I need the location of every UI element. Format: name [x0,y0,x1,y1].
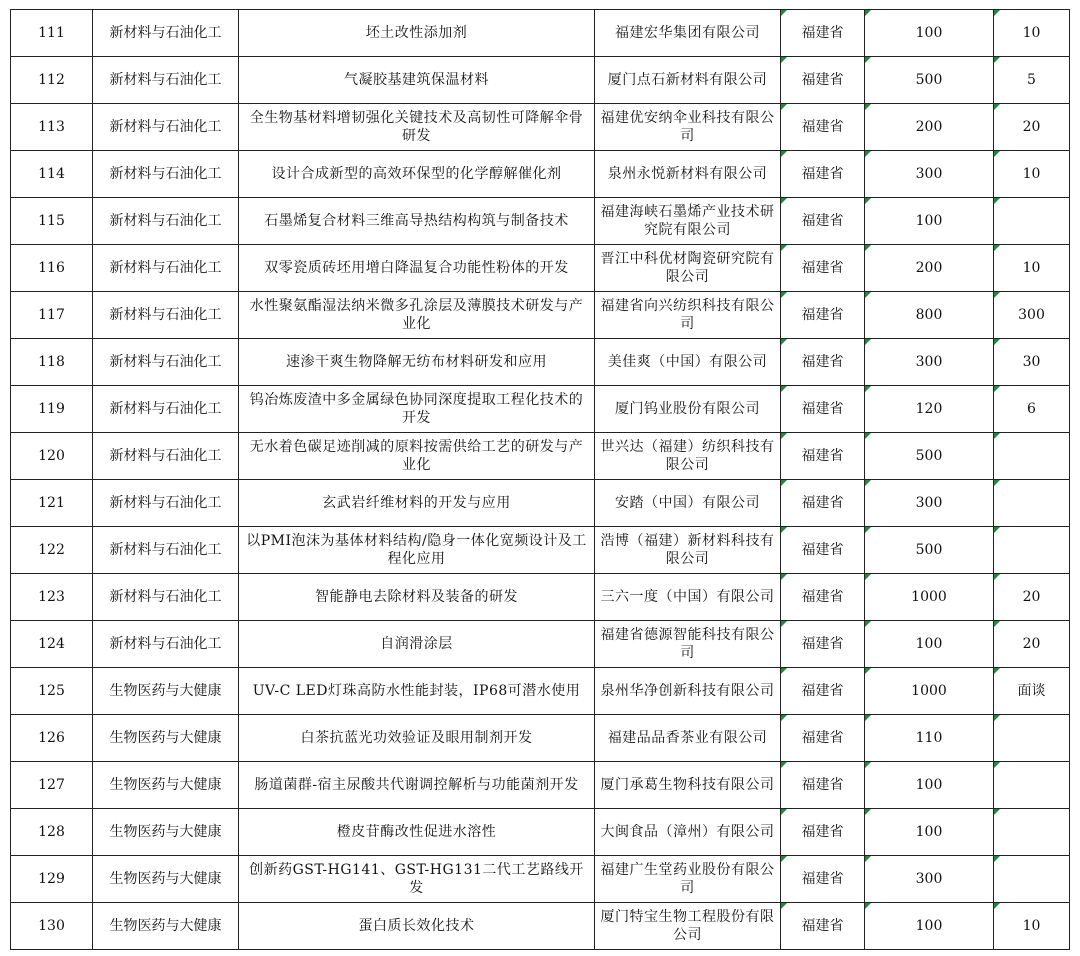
amount-value: 10 [994,10,1070,57]
amount-value [994,480,1070,527]
organization-name: 晋江中科优材陶瓷研究院有限公司 [595,245,781,292]
table-row [11,104,1070,151]
province: 福建省 [781,856,865,903]
project-name: 智能静电去除材料及装备的研发 [239,574,595,621]
row-number: 123 [11,574,93,621]
amount-value: 20 [994,574,1070,621]
organization-name: 世兴达（福建）纺织科技有限公司 [595,433,781,480]
budget-value: 100 [865,10,994,57]
amount-value [994,809,1070,856]
province: 福建省 [781,574,865,621]
project-name: 玄武岩纤维材料的开发与应用 [239,480,595,527]
amount-value: 10 [994,903,1070,950]
amount-value [994,433,1070,480]
project-name: 创新药GST-HG141、GST-HG131二代工艺路线开发 [239,856,595,903]
field-category: 生物医药与大健康 [93,762,239,809]
table-row [11,762,1070,809]
province: 福建省 [781,621,865,668]
organization-name: 福建省向兴纺织科技有限公司 [595,292,781,339]
amount-value [994,198,1070,245]
table-row [11,668,1070,715]
table-row [11,151,1070,198]
province: 福建省 [781,198,865,245]
field-category: 新材料与石油化工 [93,292,239,339]
field-category: 生物医药与大健康 [93,668,239,715]
table-row [11,292,1070,339]
amount-value: 面谈 [994,668,1070,715]
table-row [11,245,1070,292]
province: 福建省 [781,57,865,104]
organization-name: 美佳爽（中国）有限公司 [595,339,781,386]
amount-value: 6 [994,386,1070,433]
budget-value: 300 [865,856,994,903]
organization-name: 厦门钨业股份有限公司 [595,386,781,433]
project-name: 水性聚氨酯湿法纳米微多孔涂层及薄膜技术研发与产业化 [239,292,595,339]
province: 福建省 [781,104,865,151]
row-number: 112 [11,57,93,104]
row-number: 128 [11,809,93,856]
field-category: 新材料与石油化工 [93,386,239,433]
table-row [11,57,1070,104]
table-row [11,527,1070,574]
project-name: UV-C LED灯珠高防水性能封装，IP68可潜水使用 [239,668,595,715]
field-category: 新材料与石油化工 [93,339,239,386]
province: 福建省 [781,903,865,950]
amount-value: 5 [994,57,1070,104]
budget-value: 100 [865,621,994,668]
row-number: 127 [11,762,93,809]
field-category: 新材料与石油化工 [93,527,239,574]
project-name: 设计合成新型的高效环保型的化学醇解催化剂 [239,151,595,198]
project-name: 橙皮苷酶改性促进水溶性 [239,809,595,856]
organization-name: 厦门点石新材料有限公司 [595,57,781,104]
province: 福建省 [781,292,865,339]
organization-name: 浩博（福建）新材料科技有限公司 [595,527,781,574]
amount-value: 10 [994,245,1070,292]
organization-name: 福建宏华集团有限公司 [595,10,781,57]
province: 福建省 [781,715,865,762]
budget-value: 300 [865,339,994,386]
field-category: 新材料与石油化工 [93,10,239,57]
province: 福建省 [781,527,865,574]
organization-name: 福建品品香茶业有限公司 [595,715,781,762]
organization-name: 福建海峡石墨烯产业技术研究院有限公司 [595,198,781,245]
amount-value: 300 [994,292,1070,339]
province: 福建省 [781,809,865,856]
field-category: 新材料与石油化工 [93,151,239,198]
project-name: 双零瓷质砖坯用增白降温复合功能性粉体的开发 [239,245,595,292]
province: 福建省 [781,480,865,527]
row-number: 118 [11,339,93,386]
field-category: 新材料与石油化工 [93,245,239,292]
table-row [11,856,1070,903]
budget-value: 800 [865,292,994,339]
province: 福建省 [781,762,865,809]
row-number: 126 [11,715,93,762]
field-category: 新材料与石油化工 [93,104,239,151]
row-number: 119 [11,386,93,433]
table-row [11,715,1070,762]
row-number: 121 [11,480,93,527]
budget-value: 300 [865,480,994,527]
field-category: 生物医药与大健康 [93,715,239,762]
province: 福建省 [781,245,865,292]
amount-value: 20 [994,104,1070,151]
budget-value: 1000 [865,574,994,621]
table-body [11,10,1070,950]
budget-value: 100 [865,903,994,950]
project-name: 钨冶炼废渣中多金属绿色协同深度提取工程化技术的开发 [239,386,595,433]
field-category: 新材料与石油化工 [93,480,239,527]
organization-name: 厦门承葛生物科技有限公司 [595,762,781,809]
table-row [11,10,1070,57]
budget-value: 120 [865,386,994,433]
project-name: 石墨烯复合材料三维高导热结构构筑与制备技术 [239,198,595,245]
budget-value: 100 [865,198,994,245]
budget-value: 500 [865,433,994,480]
project-name: 坯土改性添加剂 [239,10,595,57]
table-row [11,480,1070,527]
row-number: 114 [11,151,93,198]
organization-name: 福建优安纳伞业科技有限公司 [595,104,781,151]
budget-value: 110 [865,715,994,762]
row-number: 130 [11,903,93,950]
project-name: 以PMI泡沫为基体材料结构/隐身一体化宽频设计及工程化应用 [239,527,595,574]
organization-name: 大闽食品（漳州）有限公司 [595,809,781,856]
organization-name: 三六一度（中国）有限公司 [595,574,781,621]
project-name: 气凝胶基建筑保温材料 [239,57,595,104]
field-category: 生物医药与大健康 [93,903,239,950]
table-row [11,198,1070,245]
table-row [11,903,1070,950]
budget-value: 300 [865,151,994,198]
organization-name: 福建省德源智能科技有限公司 [595,621,781,668]
amount-value: 20 [994,621,1070,668]
budget-value: 200 [865,104,994,151]
table-row [11,621,1070,668]
amount-value [994,762,1070,809]
province: 福建省 [781,339,865,386]
row-number: 124 [11,621,93,668]
organization-name: 福建广生堂药业股份有限公司 [595,856,781,903]
table-row [11,433,1070,480]
row-number: 113 [11,104,93,151]
project-table [10,9,1070,950]
field-category: 生物医药与大健康 [93,809,239,856]
budget-value: 500 [865,527,994,574]
organization-name: 泉州华净创新科技有限公司 [595,668,781,715]
row-number: 111 [11,10,93,57]
row-number: 120 [11,433,93,480]
budget-value: 100 [865,762,994,809]
project-name: 全生物基材料增韧强化关键技术及高韧性可降解伞骨研发 [239,104,595,151]
field-category: 新材料与石油化工 [93,621,239,668]
field-category: 新材料与石油化工 [93,574,239,621]
project-name: 速渗干爽生物降解无纺布材料研发和应用 [239,339,595,386]
row-number: 129 [11,856,93,903]
budget-value: 500 [865,57,994,104]
project-name: 蛋白质长效化技术 [239,903,595,950]
province: 福建省 [781,386,865,433]
amount-value [994,856,1070,903]
row-number: 116 [11,245,93,292]
table-row [11,386,1070,433]
budget-value: 200 [865,245,994,292]
row-number: 125 [11,668,93,715]
province: 福建省 [781,668,865,715]
budget-value: 1000 [865,668,994,715]
project-name: 白茶抗蓝光功效验证及眼用制剂开发 [239,715,595,762]
field-category: 新材料与石油化工 [93,433,239,480]
province: 福建省 [781,10,865,57]
field-category: 新材料与石油化工 [93,57,239,104]
row-number: 115 [11,198,93,245]
field-category: 新材料与石油化工 [93,198,239,245]
row-number: 122 [11,527,93,574]
amount-value: 10 [994,151,1070,198]
organization-name: 厦门特宝生物工程股份有限公司 [595,903,781,950]
province: 福建省 [781,433,865,480]
table-row [11,809,1070,856]
province: 福建省 [781,151,865,198]
budget-value: 100 [865,809,994,856]
table-row [11,339,1070,386]
project-name: 无水着色碳足迹削减的原料按需供给工艺的研发与产业化 [239,433,595,480]
project-name: 自润滑涂层 [239,621,595,668]
amount-value [994,527,1070,574]
organization-name: 安踏（中国）有限公司 [595,480,781,527]
field-category: 生物医药与大健康 [93,856,239,903]
table-row [11,574,1070,621]
amount-value [994,715,1070,762]
row-number: 117 [11,292,93,339]
project-name: 肠道菌群-宿主尿酸共代谢调控解析与功能菌剂开发 [239,762,595,809]
amount-value: 30 [994,339,1070,386]
organization-name: 泉州永悦新材料有限公司 [595,151,781,198]
